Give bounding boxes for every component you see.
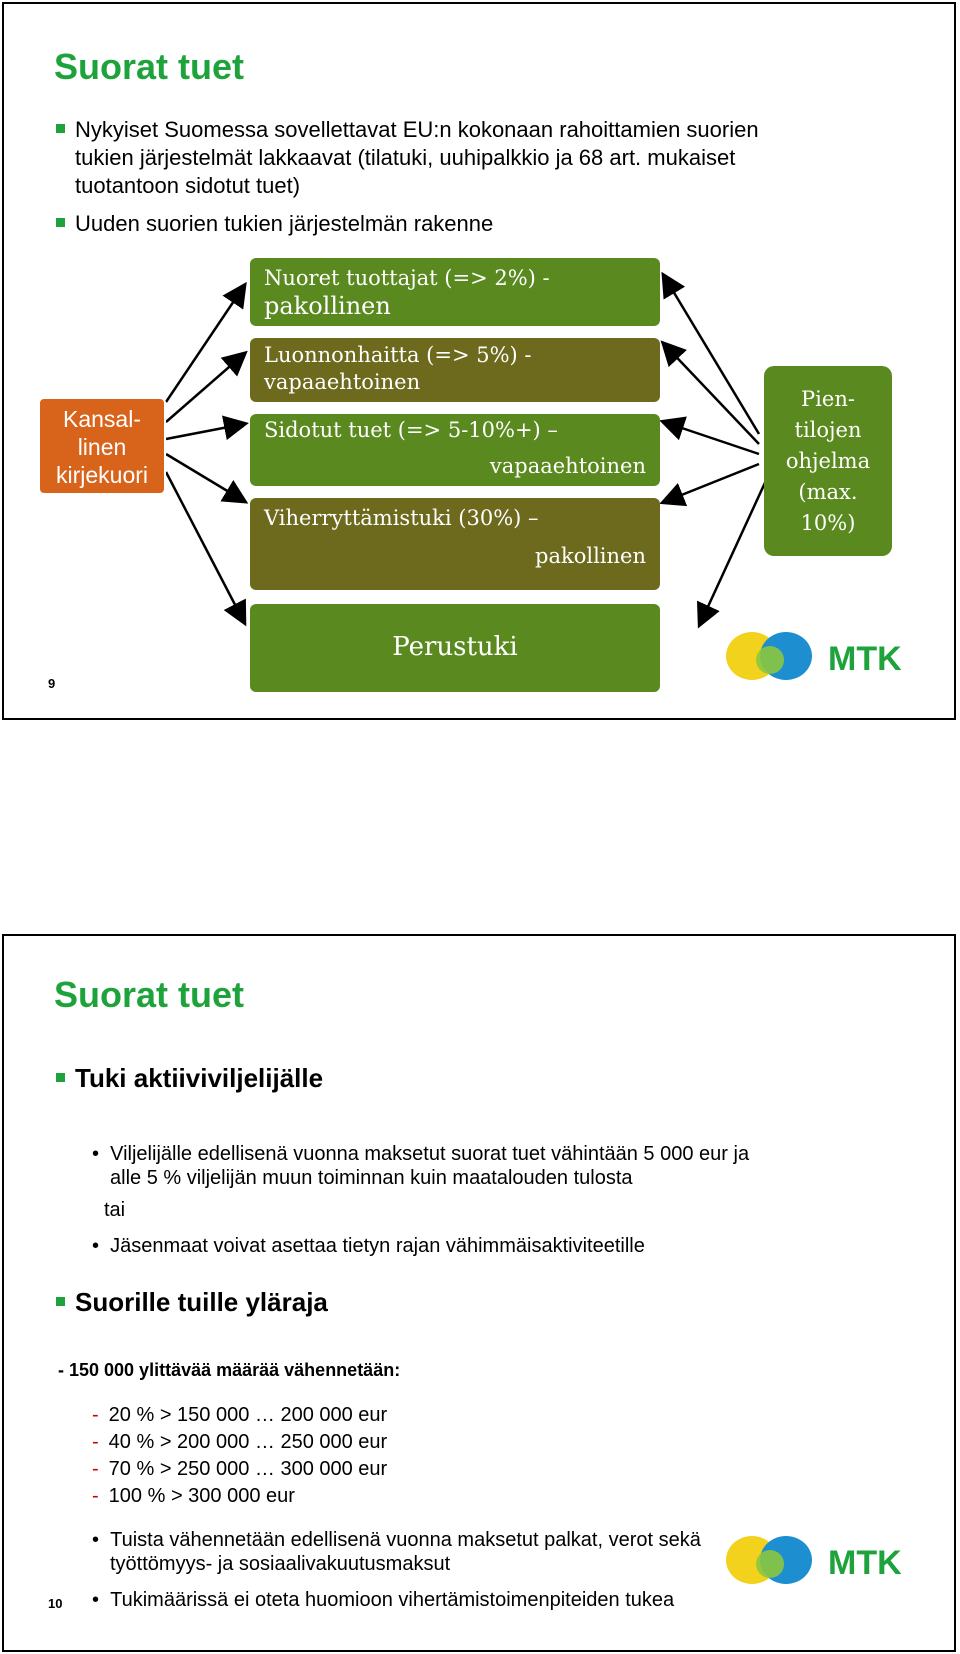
mtk-logo-text: MTK [828, 640, 902, 678]
mtk-logo-text: MTK [828, 1544, 902, 1582]
box-line: Luonnonhaitta (=> 5%) - [264, 343, 532, 367]
bullet-square-icon [56, 1073, 65, 1082]
slide-10 [2, 934, 956, 1652]
box-line: vapaaehtoinen [264, 370, 421, 394]
bullet-line: Viljelijälle edellisenä vuonna maksetut suorat tuet vähintään 5 000 eur ja [110, 1143, 750, 1165]
bullet-deductions [92, 1528, 912, 1576]
box-line: Sidotut tuet (=> 5-10%+) – [264, 418, 558, 442]
bullet-text: Tukimäärissä ei oteta huomioon vihertämistoimenpiteiden tukea [110, 1589, 675, 1611]
bullet-text: Jäsenmaat voivat asettaa tietyn rajan vähimmäisaktiviteetille [110, 1235, 645, 1257]
reduction-item: - 100 % > 300 000 eur [92, 1485, 295, 1507]
box-line: pakollinen [535, 544, 646, 568]
small-farms-box [764, 366, 892, 556]
page-number: 9 [48, 676, 56, 691]
box-line: (max. [798, 480, 858, 504]
box-label: Perustuki [392, 632, 518, 662]
natural-constraint-box [250, 338, 660, 402]
bullet-line: Nykyiset Suomessa sovellettavat EU:n kokonaan rahoittamien suorien [75, 117, 759, 142]
bullet-text: Uuden suorien tukien järjestelmän rakenne [75, 211, 494, 236]
bullet-minimum-activity [92, 1234, 645, 1258]
box-line: Viherryttämistuki (30%) – [264, 506, 539, 530]
slide-title: Suorat tuet [54, 46, 245, 87]
slide-9 [2, 2, 956, 720]
reduction-text: 20 % > 150 000 … 200 000 eur [108, 1404, 388, 1426]
box-line: tilojen [794, 418, 862, 442]
box-line: Nuoret tuottajat (=> 2%) - [264, 266, 550, 290]
envelope-line: Kansal- [63, 406, 141, 432]
bullet-line: alle 5 % viljelijän muun toiminnan kuin maatalouden tulosta [110, 1167, 633, 1189]
bullet-dot-icon: • [92, 1235, 111, 1257]
bullet-dot-icon: • [92, 1143, 111, 1165]
national-envelope-box [38, 397, 166, 495]
reduction-text: 40 % > 200 000 … 250 000 eur [108, 1431, 388, 1453]
bullet-previous-payments [92, 1142, 912, 1190]
bullet-line: Tuista vähennetään edellisenä vuonna maksetut palkat, verot sekä [110, 1529, 701, 1551]
young-farmers-box [250, 258, 660, 326]
bullet-greening-excluded [92, 1588, 674, 1612]
reduction-list [92, 1402, 387, 1510]
coupled-support-box [250, 414, 660, 486]
bullet-dot-icon: • [92, 1589, 111, 1611]
reduction-text: 100 % > 300 000 eur [108, 1485, 295, 1507]
page-number: 10 [48, 1596, 63, 1611]
heading-text: Suorille tuille yläraja [75, 1287, 328, 1317]
heading-text: Tuki aktiiviviljelijälle [75, 1063, 324, 1093]
box-line: Pien- [801, 387, 855, 411]
bullet-square-icon [56, 1297, 65, 1306]
box-line: pakollinen [264, 292, 391, 320]
envelope-line: kirjekuori [55, 462, 149, 488]
slide-title: Suorat tuet [54, 974, 245, 1015]
heading-payment-cap [56, 1288, 328, 1316]
reduction-item: - 70 % > 250 000 … 300 000 eur [92, 1458, 388, 1480]
reduction-text: 70 % > 250 000 … 300 000 eur [108, 1458, 388, 1480]
heading-active-farmer [56, 1064, 323, 1092]
mtk-logo [724, 624, 914, 694]
reduction-intro: - 150 000 ylittävää määrää vähennetään: [58, 1360, 401, 1380]
bullet-line: tuotantoon sidotut tuet) [75, 173, 301, 198]
reduction-item: - 20 % > 150 000 … 200 000 eur [92, 1404, 388, 1426]
envelope-line: linen [77, 434, 127, 460]
basic-payment-box [250, 604, 660, 692]
box-line: 10%) [800, 511, 856, 535]
reduction-item: - 40 % > 200 000 … 250 000 eur [92, 1431, 388, 1453]
bullet-dot-icon: • [92, 1529, 111, 1551]
bullet-line: tukien järjestelmät lakkaavat (tilatuki, uuhipalkkio ja 68 art. mukaiset [75, 145, 736, 170]
bullet-line: työttömyys- ja sosiaalivakuutusmaksut [110, 1553, 451, 1575]
box-line: ohjelma [785, 449, 871, 473]
or-text: tai [104, 1199, 126, 1221]
greening-box [250, 498, 660, 590]
box-line: vapaaehtoinen [489, 454, 646, 478]
